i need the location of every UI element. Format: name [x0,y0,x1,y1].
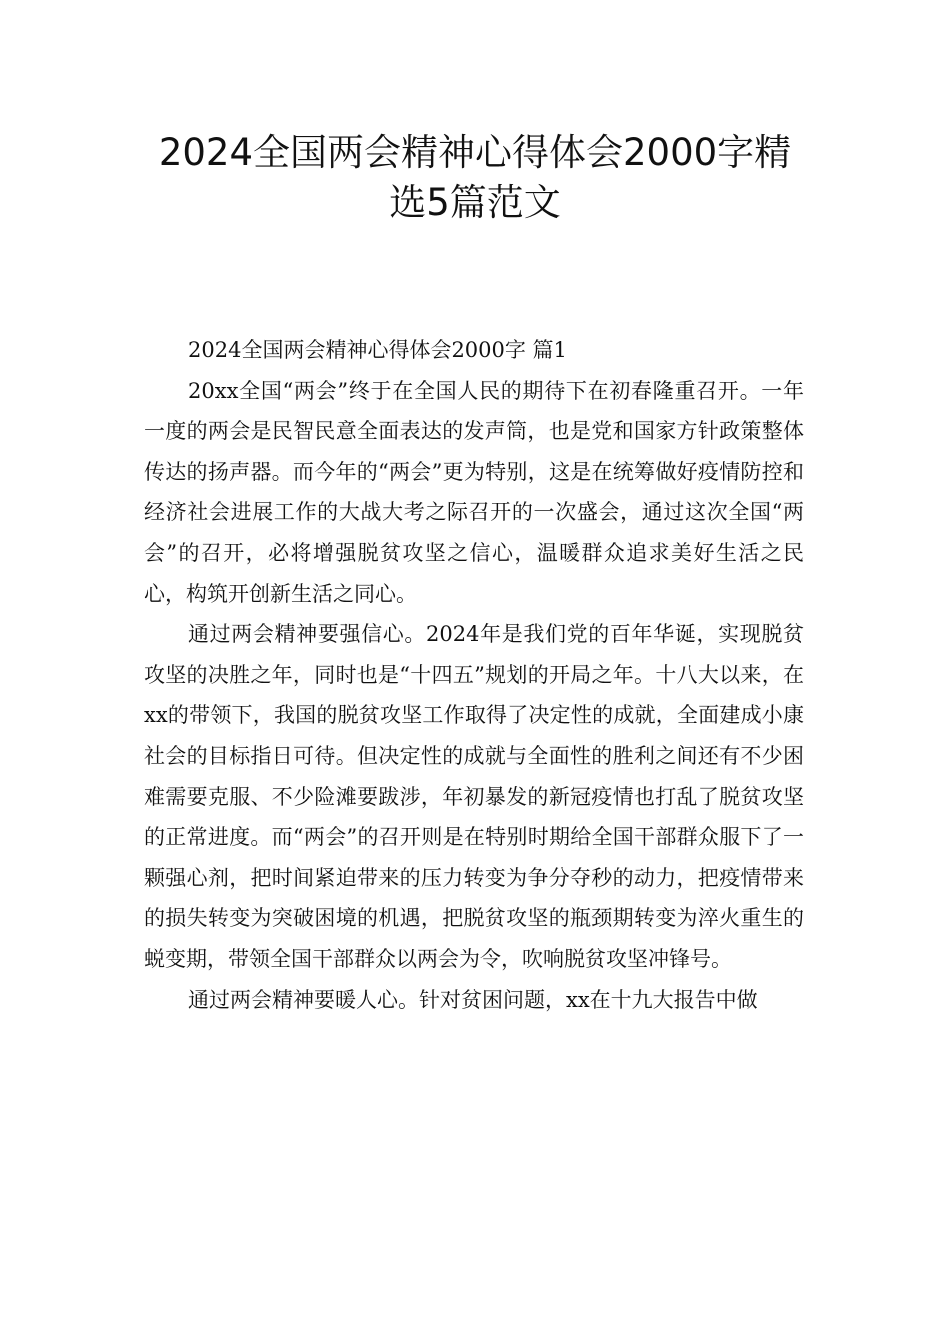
document-body [144,330,804,1020]
document-title [0,128,950,228]
paragraph-2: 通过两会精神要强信心。2024年是我们党的百年华诞，实现脱贫攻坚的决胜之年，同时也是“十四五”规划的开局之年。十八大以来，在xx的带领下，我国的脱贫攻坚工作取得了决定性的成就，全面建成小康社会的目标指日可待。但决定性的成就与全面性的胜利之间还有不少困难需要克服、不少险滩要跋涉，年初暴发的新冠疫情也打乱了脱贫攻坚的正常进度。而“两会”的召开则是在特别时期给全国干部群众服下了一颗强心剂，把时间紧迫带来的压力转变为争分夺秒的动力，把疫情带来的损失转变为突破困境的机遇，把脱贫攻坚的瓶颈期转变为淬火重生的蜕变期，带领全国干部群众以两会为令，吹响脱贫攻坚冲锋号。 [144,622,804,971]
paragraph-1: 20xx全国“两会”终于在全国人民的期待下在初春隆重召开。一年一度的两会是民智民意全面表达的发声筒，也是党和国家方针政策整体传达的扬声器。而今年的“两会”更为特别，这是在统筹做好疫情防控和经济社会进展工作的大战大考之际召开的一次盛会，通过这次全国“两会”的召开，必将增强脱贫攻坚之信心，温暖群众追求美好生活之民心，构筑开创新生活之同心。 [144,378,804,606]
title-line-1: 2024全国两会精神心得体会2000字精 [158,131,792,174]
paragraph-3: 通过两会精神要暖人心。针对贫困问题，xx在十九大报告中做 [188,987,758,1012]
title-line-2: 选5篇范文 [389,181,561,224]
section-heading: 2024全国两会精神心得体会2000字 篇1 [188,338,567,362]
